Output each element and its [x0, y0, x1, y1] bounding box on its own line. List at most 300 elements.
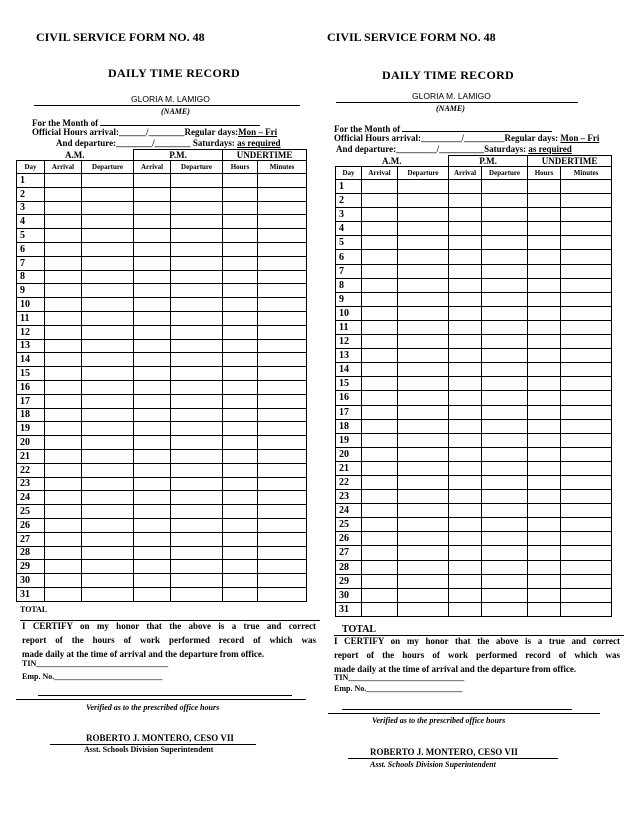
pm-departure-cell[interactable] — [482, 475, 528, 489]
undertime-minutes-cell[interactable] — [561, 405, 612, 419]
undertime-hours-cell[interactable] — [223, 187, 258, 201]
undertime-hours-cell[interactable] — [223, 560, 258, 574]
undertime-minutes-cell[interactable] — [561, 546, 612, 560]
undertime-minutes-cell[interactable] — [561, 236, 612, 250]
undertime-minutes-cell[interactable] — [258, 201, 307, 215]
pm-departure-cell[interactable] — [482, 461, 528, 475]
undertime-hours-cell[interactable] — [528, 264, 561, 278]
pm-arrival-cell[interactable] — [449, 504, 482, 518]
undertime-hours-cell[interactable] — [528, 292, 561, 306]
pm-arrival-cell[interactable] — [134, 339, 171, 353]
undertime-minutes-cell[interactable] — [258, 463, 307, 477]
pm-departure-cell[interactable] — [171, 229, 223, 243]
undertime-minutes-cell[interactable] — [258, 436, 307, 450]
pm-arrival-cell[interactable] — [134, 477, 171, 491]
am-arrival-cell[interactable] — [362, 391, 398, 405]
pm-arrival-cell[interactable] — [134, 187, 171, 201]
undertime-minutes-cell[interactable] — [561, 490, 612, 504]
undertime-hours-cell[interactable] — [528, 405, 561, 419]
undertime-hours-cell[interactable] — [223, 477, 258, 491]
am-arrival-cell[interactable] — [45, 339, 82, 353]
am-arrival-cell[interactable] — [362, 335, 398, 349]
am-departure-cell[interactable] — [82, 215, 134, 229]
am-arrival-cell[interactable] — [45, 215, 82, 229]
am-departure-cell[interactable] — [82, 284, 134, 298]
am-departure-cell[interactable] — [82, 380, 134, 394]
undertime-hours-cell[interactable] — [223, 408, 258, 422]
pm-departure-cell[interactable] — [171, 339, 223, 353]
pm-departure-cell[interactable] — [482, 306, 528, 320]
pm-arrival-cell[interactable] — [134, 505, 171, 519]
undertime-minutes-cell[interactable] — [561, 475, 612, 489]
undertime-minutes-cell[interactable] — [561, 574, 612, 588]
am-departure-cell[interactable] — [398, 532, 449, 546]
undertime-hours-cell[interactable] — [223, 256, 258, 270]
pm-arrival-cell[interactable] — [449, 377, 482, 391]
pm-departure-cell[interactable] — [482, 222, 528, 236]
am-departure-cell[interactable] — [398, 405, 449, 419]
am-departure-cell[interactable] — [82, 201, 134, 215]
undertime-minutes-cell[interactable] — [258, 311, 307, 325]
am-departure-cell[interactable] — [82, 477, 134, 491]
pm-arrival-cell[interactable] — [449, 588, 482, 602]
pm-departure-cell[interactable] — [171, 201, 223, 215]
undertime-hours-cell[interactable] — [223, 270, 258, 284]
pm-departure-cell[interactable] — [171, 311, 223, 325]
undertime-minutes-cell[interactable] — [561, 504, 612, 518]
tin-field[interactable]: TIN_____________________________ — [334, 673, 465, 682]
pm-departure-cell[interactable] — [171, 518, 223, 532]
am-arrival-cell[interactable] — [45, 532, 82, 546]
undertime-hours-cell[interactable] — [223, 242, 258, 256]
am-arrival-cell[interactable] — [362, 320, 398, 334]
am-departure-cell[interactable] — [82, 408, 134, 422]
undertime-hours-cell[interactable] — [528, 574, 561, 588]
undertime-minutes-cell[interactable] — [561, 264, 612, 278]
undertime-hours-cell[interactable] — [528, 194, 561, 208]
am-departure-cell[interactable] — [398, 320, 449, 334]
undertime-hours-cell[interactable] — [528, 306, 561, 320]
am-departure-cell[interactable] — [398, 278, 449, 292]
undertime-minutes-cell[interactable] — [258, 229, 307, 243]
pm-departure-cell[interactable] — [171, 560, 223, 574]
am-arrival-cell[interactable] — [362, 405, 398, 419]
pm-arrival-cell[interactable] — [134, 229, 171, 243]
pm-arrival-cell[interactable] — [449, 518, 482, 532]
pm-departure-cell[interactable] — [171, 463, 223, 477]
undertime-minutes-cell[interactable] — [258, 339, 307, 353]
pm-departure-cell[interactable] — [482, 250, 528, 264]
undertime-minutes-cell[interactable] — [561, 588, 612, 602]
am-departure-cell[interactable] — [82, 270, 134, 284]
am-departure-cell[interactable] — [398, 292, 449, 306]
undertime-hours-cell[interactable] — [528, 180, 561, 194]
undertime-hours-cell[interactable] — [223, 436, 258, 450]
pm-departure-cell[interactable] — [482, 292, 528, 306]
undertime-minutes-cell[interactable] — [561, 447, 612, 461]
pm-departure-cell[interactable] — [171, 408, 223, 422]
pm-arrival-cell[interactable] — [134, 380, 171, 394]
am-arrival-cell[interactable] — [362, 250, 398, 264]
employee-signature-line[interactable] — [38, 695, 292, 696]
undertime-hours-cell[interactable] — [223, 174, 258, 188]
pm-arrival-cell[interactable] — [449, 419, 482, 433]
undertime-minutes-cell[interactable] — [561, 433, 612, 447]
pm-arrival-cell[interactable] — [134, 587, 171, 601]
am-arrival-cell[interactable] — [45, 242, 82, 256]
pm-arrival-cell[interactable] — [449, 447, 482, 461]
pm-arrival-cell[interactable] — [449, 180, 482, 194]
pm-arrival-cell[interactable] — [449, 363, 482, 377]
pm-arrival-cell[interactable] — [134, 242, 171, 256]
pm-arrival-cell[interactable] — [449, 560, 482, 574]
am-departure-cell[interactable] — [398, 447, 449, 461]
undertime-hours-cell[interactable] — [223, 546, 258, 560]
undertime-hours-cell[interactable] — [223, 518, 258, 532]
pm-departure-cell[interactable] — [171, 284, 223, 298]
am-arrival-cell[interactable] — [45, 436, 82, 450]
am-arrival-cell[interactable] — [45, 201, 82, 215]
pm-departure-cell[interactable] — [482, 419, 528, 433]
undertime-hours-cell[interactable] — [223, 394, 258, 408]
pm-arrival-cell[interactable] — [134, 518, 171, 532]
undertime-minutes-cell[interactable] — [561, 208, 612, 222]
pm-arrival-cell[interactable] — [449, 264, 482, 278]
pm-departure-cell[interactable] — [171, 174, 223, 188]
am-arrival-cell[interactable] — [362, 518, 398, 532]
undertime-hours-cell[interactable] — [223, 325, 258, 339]
am-arrival-cell[interactable] — [362, 546, 398, 560]
pm-arrival-cell[interactable] — [449, 292, 482, 306]
pm-departure-cell[interactable] — [482, 447, 528, 461]
pm-departure-cell[interactable] — [171, 187, 223, 201]
undertime-hours-cell[interactable] — [223, 380, 258, 394]
am-arrival-cell[interactable] — [362, 292, 398, 306]
am-departure-cell[interactable] — [398, 264, 449, 278]
undertime-hours-cell[interactable] — [223, 284, 258, 298]
undertime-minutes-cell[interactable] — [258, 270, 307, 284]
am-arrival-cell[interactable] — [45, 574, 82, 588]
undertime-hours-cell[interactable] — [528, 391, 561, 405]
pm-departure-cell[interactable] — [171, 477, 223, 491]
pm-arrival-cell[interactable] — [134, 560, 171, 574]
undertime-hours-cell[interactable] — [528, 504, 561, 518]
am-departure-cell[interactable] — [82, 229, 134, 243]
undertime-hours-cell[interactable] — [528, 208, 561, 222]
emp-no-field[interactable]: Emp. No.___________________________ — [22, 672, 163, 681]
am-arrival-cell[interactable] — [362, 377, 398, 391]
pm-departure-cell[interactable] — [482, 377, 528, 391]
undertime-minutes-cell[interactable] — [561, 419, 612, 433]
undertime-hours-cell[interactable] — [528, 335, 561, 349]
undertime-minutes-cell[interactable] — [258, 394, 307, 408]
undertime-minutes-cell[interactable] — [561, 222, 612, 236]
pm-arrival-cell[interactable] — [449, 194, 482, 208]
pm-arrival-cell[interactable] — [134, 367, 171, 381]
pm-arrival-cell[interactable] — [449, 278, 482, 292]
undertime-hours-cell[interactable] — [528, 419, 561, 433]
undertime-hours-cell[interactable] — [528, 546, 561, 560]
am-departure-cell[interactable] — [398, 335, 449, 349]
am-departure-cell[interactable] — [398, 504, 449, 518]
am-departure-cell[interactable] — [82, 587, 134, 601]
am-departure-cell[interactable] — [82, 463, 134, 477]
pm-departure-cell[interactable] — [482, 405, 528, 419]
am-departure-cell[interactable] — [398, 433, 449, 447]
emp-no-field[interactable]: Emp. No.________________________ — [334, 684, 463, 693]
pm-departure-cell[interactable] — [171, 587, 223, 601]
am-arrival-cell[interactable] — [362, 363, 398, 377]
am-arrival-cell[interactable] — [362, 306, 398, 320]
pm-arrival-cell[interactable] — [449, 602, 482, 616]
undertime-hours-cell[interactable] — [223, 201, 258, 215]
pm-arrival-cell[interactable] — [134, 546, 171, 560]
pm-departure-cell[interactable] — [482, 490, 528, 504]
am-departure-cell[interactable] — [82, 174, 134, 188]
am-departure-cell[interactable] — [82, 574, 134, 588]
undertime-minutes-cell[interactable] — [561, 250, 612, 264]
am-arrival-cell[interactable] — [362, 490, 398, 504]
am-departure-cell[interactable] — [82, 518, 134, 532]
undertime-minutes-cell[interactable] — [561, 278, 612, 292]
undertime-minutes-cell[interactable] — [561, 292, 612, 306]
pm-arrival-cell[interactable] — [134, 215, 171, 229]
undertime-minutes-cell[interactable] — [258, 367, 307, 381]
pm-arrival-cell[interactable] — [134, 201, 171, 215]
pm-departure-cell[interactable] — [482, 532, 528, 546]
am-departure-cell[interactable] — [398, 574, 449, 588]
pm-departure-cell[interactable] — [482, 504, 528, 518]
am-arrival-cell[interactable] — [45, 408, 82, 422]
am-arrival-cell[interactable] — [362, 588, 398, 602]
am-arrival-cell[interactable] — [362, 447, 398, 461]
undertime-minutes-cell[interactable] — [258, 325, 307, 339]
pm-departure-cell[interactable] — [482, 208, 528, 222]
am-departure-cell[interactable] — [82, 422, 134, 436]
am-arrival-cell[interactable] — [45, 463, 82, 477]
pm-arrival-cell[interactable] — [449, 250, 482, 264]
pm-arrival-cell[interactable] — [449, 391, 482, 405]
pm-departure-cell[interactable] — [482, 349, 528, 363]
am-departure-cell[interactable] — [398, 475, 449, 489]
undertime-minutes-cell[interactable] — [561, 194, 612, 208]
undertime-hours-cell[interactable] — [528, 588, 561, 602]
pm-arrival-cell[interactable] — [134, 449, 171, 463]
pm-departure-cell[interactable] — [171, 394, 223, 408]
am-arrival-cell[interactable] — [362, 278, 398, 292]
am-departure-cell[interactable] — [398, 377, 449, 391]
pm-arrival-cell[interactable] — [134, 463, 171, 477]
am-arrival-cell[interactable] — [362, 419, 398, 433]
am-departure-cell[interactable] — [82, 505, 134, 519]
am-departure-cell[interactable] — [398, 391, 449, 405]
am-arrival-cell[interactable] — [362, 504, 398, 518]
am-departure-cell[interactable] — [82, 325, 134, 339]
undertime-minutes-cell[interactable] — [258, 408, 307, 422]
pm-arrival-cell[interactable] — [134, 394, 171, 408]
pm-arrival-cell[interactable] — [134, 311, 171, 325]
pm-departure-cell[interactable] — [482, 574, 528, 588]
pm-arrival-cell[interactable] — [134, 436, 171, 450]
undertime-hours-cell[interactable] — [223, 463, 258, 477]
undertime-minutes-cell[interactable] — [258, 477, 307, 491]
undertime-hours-cell[interactable] — [528, 532, 561, 546]
undertime-minutes-cell[interactable] — [561, 180, 612, 194]
pm-arrival-cell[interactable] — [449, 208, 482, 222]
am-arrival-cell[interactable] — [45, 449, 82, 463]
tin-field[interactable]: TIN_________________________________ — [22, 659, 169, 668]
am-departure-cell[interactable] — [398, 349, 449, 363]
undertime-minutes-cell[interactable] — [258, 242, 307, 256]
undertime-hours-cell[interactable] — [528, 349, 561, 363]
am-arrival-cell[interactable] — [45, 284, 82, 298]
pm-arrival-cell[interactable] — [449, 335, 482, 349]
am-departure-cell[interactable] — [398, 588, 449, 602]
undertime-minutes-cell[interactable] — [258, 187, 307, 201]
am-departure-cell[interactable] — [82, 339, 134, 353]
am-arrival-cell[interactable] — [45, 422, 82, 436]
pm-departure-cell[interactable] — [482, 320, 528, 334]
undertime-minutes-cell[interactable] — [258, 256, 307, 270]
undertime-hours-cell[interactable] — [528, 222, 561, 236]
undertime-minutes-cell[interactable] — [258, 380, 307, 394]
am-departure-cell[interactable] — [82, 532, 134, 546]
pm-arrival-cell[interactable] — [134, 574, 171, 588]
pm-arrival-cell[interactable] — [134, 353, 171, 367]
am-departure-cell[interactable] — [398, 518, 449, 532]
pm-arrival-cell[interactable] — [449, 222, 482, 236]
pm-arrival-cell[interactable] — [449, 574, 482, 588]
am-departure-cell[interactable] — [82, 353, 134, 367]
undertime-minutes-cell[interactable] — [258, 491, 307, 505]
am-arrival-cell[interactable] — [45, 518, 82, 532]
pm-departure-cell[interactable] — [171, 532, 223, 546]
am-departure-cell[interactable] — [398, 461, 449, 475]
undertime-minutes-cell[interactable] — [561, 602, 612, 616]
pm-departure-cell[interactable] — [482, 180, 528, 194]
undertime-minutes-cell[interactable] — [258, 353, 307, 367]
undertime-minutes-cell[interactable] — [561, 560, 612, 574]
am-arrival-cell[interactable] — [45, 187, 82, 201]
undertime-minutes-cell[interactable] — [258, 560, 307, 574]
am-arrival-cell[interactable] — [45, 256, 82, 270]
am-arrival-cell[interactable] — [362, 532, 398, 546]
undertime-hours-cell[interactable] — [528, 518, 561, 532]
undertime-hours-cell[interactable] — [223, 339, 258, 353]
undertime-hours-cell[interactable] — [223, 215, 258, 229]
pm-departure-cell[interactable] — [171, 298, 223, 312]
am-departure-cell[interactable] — [398, 180, 449, 194]
pm-departure-cell[interactable] — [171, 546, 223, 560]
undertime-minutes-cell[interactable] — [561, 349, 612, 363]
pm-arrival-cell[interactable] — [449, 320, 482, 334]
am-departure-cell[interactable] — [82, 491, 134, 505]
pm-arrival-cell[interactable] — [449, 236, 482, 250]
pm-departure-cell[interactable] — [171, 325, 223, 339]
undertime-hours-cell[interactable] — [528, 363, 561, 377]
pm-arrival-cell[interactable] — [134, 256, 171, 270]
pm-arrival-cell[interactable] — [134, 325, 171, 339]
am-arrival-cell[interactable] — [45, 298, 82, 312]
pm-departure-cell[interactable] — [171, 256, 223, 270]
am-arrival-cell[interactable] — [362, 475, 398, 489]
pm-departure-cell[interactable] — [482, 588, 528, 602]
undertime-hours-cell[interactable] — [223, 353, 258, 367]
undertime-minutes-cell[interactable] — [258, 505, 307, 519]
undertime-hours-cell[interactable] — [223, 311, 258, 325]
pm-departure-cell[interactable] — [171, 270, 223, 284]
undertime-hours-cell[interactable] — [528, 447, 561, 461]
undertime-hours-cell[interactable] — [223, 422, 258, 436]
undertime-minutes-cell[interactable] — [561, 363, 612, 377]
undertime-hours-cell[interactable] — [528, 236, 561, 250]
am-arrival-cell[interactable] — [45, 353, 82, 367]
am-arrival-cell[interactable] — [45, 491, 82, 505]
pm-arrival-cell[interactable] — [449, 546, 482, 560]
undertime-hours-cell[interactable] — [528, 250, 561, 264]
undertime-minutes-cell[interactable] — [258, 574, 307, 588]
undertime-minutes-cell[interactable] — [561, 461, 612, 475]
month-field[interactable] — [100, 117, 260, 126]
undertime-hours-cell[interactable] — [528, 278, 561, 292]
undertime-hours-cell[interactable] — [223, 587, 258, 601]
undertime-hours-cell[interactable] — [528, 377, 561, 391]
undertime-hours-cell[interactable] — [528, 320, 561, 334]
undertime-minutes-cell[interactable] — [561, 306, 612, 320]
am-arrival-cell[interactable] — [45, 270, 82, 284]
undertime-minutes-cell[interactable] — [258, 546, 307, 560]
undertime-minutes-cell[interactable] — [561, 532, 612, 546]
am-departure-cell[interactable] — [82, 311, 134, 325]
am-arrival-cell[interactable] — [45, 546, 82, 560]
pm-departure-cell[interactable] — [482, 602, 528, 616]
am-departure-cell[interactable] — [398, 419, 449, 433]
undertime-hours-cell[interactable] — [528, 433, 561, 447]
am-arrival-cell[interactable] — [45, 560, 82, 574]
am-arrival-cell[interactable] — [45, 325, 82, 339]
am-departure-cell[interactable] — [398, 236, 449, 250]
pm-arrival-cell[interactable] — [134, 174, 171, 188]
pm-arrival-cell[interactable] — [449, 532, 482, 546]
am-arrival-cell[interactable] — [362, 236, 398, 250]
pm-departure-cell[interactable] — [482, 391, 528, 405]
am-arrival-cell[interactable] — [362, 461, 398, 475]
pm-arrival-cell[interactable] — [449, 349, 482, 363]
undertime-minutes-cell[interactable] — [258, 587, 307, 601]
undertime-minutes-cell[interactable] — [258, 449, 307, 463]
am-arrival-cell[interactable] — [362, 180, 398, 194]
pm-arrival-cell[interactable] — [134, 270, 171, 284]
am-departure-cell[interactable] — [398, 208, 449, 222]
am-arrival-cell[interactable] — [45, 394, 82, 408]
pm-departure-cell[interactable] — [482, 264, 528, 278]
am-departure-cell[interactable] — [398, 306, 449, 320]
am-arrival-cell[interactable] — [45, 311, 82, 325]
pm-arrival-cell[interactable] — [134, 298, 171, 312]
pm-departure-cell[interactable] — [171, 353, 223, 367]
pm-arrival-cell[interactable] — [134, 422, 171, 436]
undertime-minutes-cell[interactable] — [258, 518, 307, 532]
am-departure-cell[interactable] — [82, 187, 134, 201]
undertime-hours-cell[interactable] — [223, 298, 258, 312]
am-departure-cell[interactable] — [82, 394, 134, 408]
pm-departure-cell[interactable] — [482, 194, 528, 208]
am-departure-cell[interactable] — [398, 250, 449, 264]
undertime-minutes-cell[interactable] — [561, 320, 612, 334]
undertime-minutes-cell[interactable] — [258, 215, 307, 229]
pm-departure-cell[interactable] — [171, 574, 223, 588]
am-arrival-cell[interactable] — [45, 505, 82, 519]
